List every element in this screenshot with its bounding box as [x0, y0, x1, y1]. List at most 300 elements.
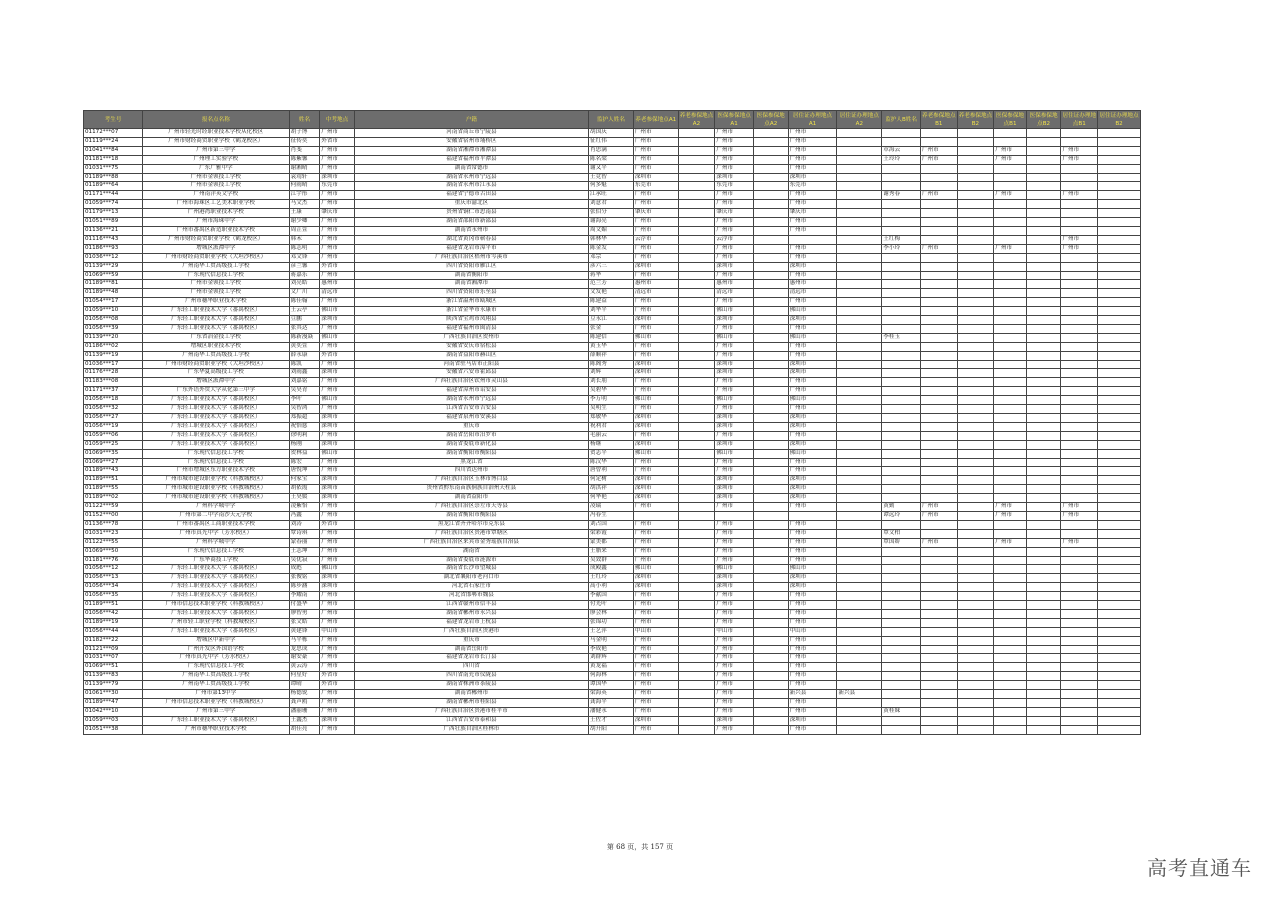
table-cell: 广东轻工职业技术大学（番禺校区） — [143, 440, 290, 449]
table-cell: 王佐才 — [589, 716, 634, 725]
table-cell: 广州市金领技工学校 — [143, 289, 290, 298]
table-cell — [957, 716, 994, 725]
table-cell — [1098, 324, 1141, 333]
table-cell: 广东轻工职业技术大学（番禺校区） — [143, 583, 290, 592]
table-cell: 湖南省永州市江永县 — [354, 182, 588, 191]
table-cell: 广州市番禺区新造职业技术学校 — [143, 226, 290, 235]
table-cell — [920, 173, 957, 182]
table-row — [84, 155, 1141, 164]
table-cell: 张其达 — [289, 324, 320, 333]
table-cell: 江西省吉安市泰和县 — [354, 716, 588, 725]
table-cell — [837, 218, 882, 227]
table-cell: 外省市 — [320, 672, 355, 681]
table-cell: 广州市 — [788, 645, 837, 654]
table-cell: 广州市 — [633, 164, 678, 173]
table-cell: 广州市 — [788, 636, 837, 645]
table-cell — [1061, 182, 1098, 191]
table-cell — [957, 476, 994, 485]
table-cell: 广东现代信息技工学校 — [143, 458, 290, 467]
table-row — [84, 137, 1141, 146]
table-cell: 贵州省黔东南苗族侗族自治州天柱县 — [354, 485, 588, 494]
table-row — [84, 244, 1141, 253]
table-cell: 广州市 — [715, 146, 754, 155]
table-cell — [1098, 707, 1141, 716]
table-cell — [957, 556, 994, 565]
table-cell — [1026, 307, 1061, 316]
table-cell: 广州市 — [920, 503, 957, 512]
table-cell: 广州港湾职业技术学校 — [143, 209, 290, 218]
table-cell: 广州市 — [1061, 155, 1098, 164]
table-cell — [837, 618, 882, 627]
table-cell: 黄云涛 — [289, 663, 320, 672]
column-header: 居住证办理地点A1 — [788, 111, 837, 129]
table-cell: 广州市 — [920, 538, 957, 547]
table-cell — [1061, 485, 1098, 494]
table-cell: 广州市 — [320, 218, 355, 227]
table-cell — [920, 547, 957, 556]
table-cell: 湖南省邵阳市新邵县 — [354, 218, 588, 227]
table-cell — [957, 485, 994, 494]
table-cell — [882, 271, 921, 280]
table-cell — [957, 645, 994, 654]
table-cell: 广州市金领技工学校 — [143, 173, 290, 182]
table-cell: 四川省资阳市乐至县 — [354, 289, 588, 298]
table-cell: 东莞市 — [633, 182, 678, 191]
table-cell — [882, 699, 921, 708]
table-cell — [1026, 529, 1061, 538]
table-cell — [1098, 449, 1141, 458]
table-cell — [920, 654, 957, 663]
table-cell: 马金明 — [589, 636, 634, 645]
table-cell: 文发艳 — [589, 289, 634, 298]
table-cell: 黄勤 — [882, 503, 921, 512]
table-cell — [1061, 271, 1098, 280]
table-row — [84, 449, 1141, 458]
table-cell: 广州市 — [320, 645, 355, 654]
table-cell — [957, 681, 994, 690]
table-cell — [837, 565, 882, 574]
table-cell: 湖南省郴州市永兴县 — [354, 609, 588, 618]
table-cell — [678, 440, 715, 449]
table-cell: 广州市 — [715, 253, 754, 262]
table-cell: 广州市 — [633, 253, 678, 262]
table-cell: 湖北省襄阳市老河口市 — [354, 574, 588, 583]
table-row — [84, 690, 1141, 699]
table-cell — [957, 200, 994, 209]
table-cell — [920, 627, 957, 636]
table-cell — [788, 235, 837, 244]
table-cell: 广州市 — [633, 307, 678, 316]
table-cell — [882, 378, 921, 387]
table-cell: 广州市 — [788, 520, 837, 529]
table-cell: 广州市 — [994, 191, 1027, 200]
table-cell: 01059***74 — [84, 200, 143, 209]
table-cell — [920, 601, 957, 610]
table-cell — [957, 663, 994, 672]
table-cell — [994, 699, 1027, 708]
table-cell — [994, 476, 1027, 485]
table-cell: 张金 — [589, 324, 634, 333]
table-cell — [753, 583, 788, 592]
table-cell — [1026, 155, 1061, 164]
table-cell: 广州市 — [715, 218, 754, 227]
table-cell: 黄龙福 — [589, 663, 634, 672]
table-cell — [957, 316, 994, 325]
table-cell — [1061, 440, 1098, 449]
table-cell — [678, 200, 715, 209]
table-cell — [882, 485, 921, 494]
table-cell: 郑振超 — [289, 414, 320, 423]
table-row — [84, 209, 1141, 218]
table-cell — [920, 200, 957, 209]
table-cell: 福建省宁德市古田县 — [354, 191, 588, 200]
table-cell: 湖南省常德市 — [354, 164, 588, 173]
table-cell — [753, 645, 788, 654]
table-cell: 广州市 — [320, 146, 355, 155]
table-cell — [882, 663, 921, 672]
table-cell — [678, 369, 715, 378]
table-cell: 广西壮族自治区贵港市覃塘区 — [354, 529, 588, 538]
table-cell — [753, 601, 788, 610]
table-cell: 广州市财经商贸职业学校（大坦沙校区） — [143, 360, 290, 369]
table-cell — [1098, 690, 1141, 699]
table-cell: 杨继 — [589, 440, 634, 449]
table-cell: 广东华夏高级技工学校 — [143, 369, 290, 378]
table-cell: 湖南省永州市 — [354, 226, 588, 235]
table-cell — [1098, 200, 1141, 209]
table-cell — [753, 449, 788, 458]
table-row — [84, 627, 1141, 636]
table-cell — [920, 458, 957, 467]
table-cell — [753, 218, 788, 227]
table-cell — [957, 129, 994, 138]
table-cell — [1098, 485, 1141, 494]
table-cell — [994, 378, 1027, 387]
table-cell — [1061, 405, 1098, 414]
table-cell — [994, 547, 1027, 556]
column-header: 考生号 — [84, 111, 143, 129]
table-row — [84, 289, 1141, 298]
table-cell — [753, 618, 788, 627]
table-cell — [994, 663, 1027, 672]
table-cell — [1098, 565, 1141, 574]
table-cell — [837, 458, 882, 467]
table-cell — [994, 707, 1027, 716]
table-cell — [882, 627, 921, 636]
table-cell: 深圳市 — [788, 422, 837, 431]
table-cell — [753, 387, 788, 396]
table-cell: 广州市真光中学（芳水校区） — [143, 654, 290, 663]
table-cell — [837, 155, 882, 164]
table-cell: 李成艳 — [589, 645, 634, 654]
table-cell — [753, 663, 788, 672]
table-cell: 陈金发 — [589, 244, 634, 253]
table-cell — [1098, 609, 1141, 618]
table-cell — [994, 672, 1027, 681]
table-cell — [1026, 716, 1061, 725]
table-cell — [882, 592, 921, 601]
table-row — [84, 663, 1141, 672]
table-row — [84, 431, 1141, 440]
table-cell — [1026, 538, 1061, 547]
table-cell: 谭晴 — [289, 681, 320, 690]
table-cell: 广州市 — [1061, 235, 1098, 244]
table-cell — [837, 583, 882, 592]
table-cell: 惠州市 — [320, 280, 355, 289]
table-cell: 广州市 — [994, 146, 1027, 155]
table-cell: 佛山市 — [320, 396, 355, 405]
table-cell: 广州市第三中学 — [143, 707, 290, 716]
table-cell — [882, 601, 921, 610]
table-cell: 广东现代信息技工学校 — [143, 547, 290, 556]
table-cell — [837, 627, 882, 636]
table-cell — [753, 405, 788, 414]
table-cell: 01056***12 — [84, 565, 143, 574]
table-cell: 广州市 — [994, 244, 1027, 253]
table-cell: 广州市 — [320, 467, 355, 476]
table-row — [84, 494, 1141, 503]
table-cell: 01069***27 — [84, 458, 143, 467]
table-cell: 陈新漫焱 — [289, 333, 320, 342]
table-cell — [1026, 627, 1061, 636]
table-cell: 广州市 — [320, 592, 355, 601]
table-cell: 肖斐 — [289, 146, 320, 155]
table-cell — [994, 137, 1027, 146]
table-cell — [678, 405, 715, 414]
table-cell — [994, 467, 1027, 476]
table-cell: 广州市 — [320, 654, 355, 663]
table-cell: 01036***12 — [84, 253, 143, 262]
table-cell: 广州市 — [633, 342, 678, 351]
table-cell — [1026, 244, 1061, 253]
table-cell — [837, 369, 882, 378]
table-cell: 广州开发区外国语学校 — [143, 645, 290, 654]
table-cell — [994, 414, 1027, 423]
table-cell: 唐悦坤 — [289, 467, 320, 476]
table-cell — [753, 707, 788, 716]
table-cell: 薛顺祥 — [589, 351, 634, 360]
table-cell: 东莞市 — [788, 182, 837, 191]
table-cell — [1061, 725, 1098, 734]
table-cell — [678, 244, 715, 253]
table-cell: 四川省达州市 — [354, 467, 588, 476]
table-cell: 广州市 — [320, 226, 355, 235]
table-cell — [837, 529, 882, 538]
table-cell — [1026, 378, 1061, 387]
table-cell: 湖南省长沙市望城县 — [354, 565, 588, 574]
table-cell: 深圳市 — [320, 583, 355, 592]
table-cell — [753, 494, 788, 503]
table-cell — [678, 414, 715, 423]
table-cell — [882, 494, 921, 503]
table-cell: 王康 — [289, 209, 320, 218]
table-cell — [678, 592, 715, 601]
table-cell — [957, 253, 994, 262]
table-cell: 01051***89 — [84, 218, 143, 227]
table-cell — [1026, 235, 1061, 244]
table-row — [84, 218, 1141, 227]
table-cell — [837, 333, 882, 342]
table-cell — [678, 636, 715, 645]
table-cell: 广东外语外贸大学从化第三中学 — [143, 387, 290, 396]
table-cell: 胡国庆 — [589, 129, 634, 138]
table-cell — [994, 440, 1027, 449]
table-cell — [678, 164, 715, 173]
table-row — [84, 654, 1141, 663]
table-cell: 广西壮族自治区钦州市灵山县 — [354, 378, 588, 387]
table-cell: 黑龙江省 — [354, 458, 588, 467]
table-cell — [882, 351, 921, 360]
table-cell — [753, 467, 788, 476]
table-row — [84, 699, 1141, 708]
table-cell: 刘亮皓 — [289, 280, 320, 289]
table-cell — [837, 396, 882, 405]
table-cell — [837, 289, 882, 298]
table-cell — [1026, 333, 1061, 342]
table-cell — [1098, 672, 1141, 681]
table-cell — [994, 592, 1027, 601]
table-cell: 广州市 — [320, 511, 355, 520]
table-cell: 胡升阳 — [589, 725, 634, 734]
table-cell — [1098, 663, 1141, 672]
table-cell: 吴昊青 — [289, 387, 320, 396]
table-cell: 广东轻工职业技术大学（番禺校区） — [143, 565, 290, 574]
table-cell: 深圳市 — [788, 369, 837, 378]
table-cell: 佛山市 — [320, 565, 355, 574]
table-cell — [882, 520, 921, 529]
column-header: 养老参保地点B1 — [921, 112, 956, 127]
table-cell: 广州市 — [320, 538, 355, 547]
table-cell — [753, 137, 788, 146]
table-cell — [1098, 235, 1141, 244]
table-cell: 广州市 — [633, 146, 678, 155]
table-cell: 01121***09 — [84, 645, 143, 654]
table-cell: 广东轻工职业技术大学（番禺校区） — [143, 324, 290, 333]
table-cell — [837, 209, 882, 218]
table-cell — [1061, 369, 1098, 378]
table-cell — [837, 146, 882, 155]
table-cell: 广州市 — [633, 725, 678, 734]
table-cell — [882, 137, 921, 146]
table-cell: 01031***23 — [84, 529, 143, 538]
table-cell — [753, 672, 788, 681]
table-cell: 增城区派潭中学 — [143, 244, 290, 253]
table-cell: 广州市轻工职业学校（科教城校区） — [143, 618, 290, 627]
table-cell — [1026, 396, 1061, 405]
table-cell — [957, 618, 994, 627]
table-cell — [1098, 547, 1141, 556]
table-cell: 深圳市 — [788, 583, 837, 592]
table-cell: 广东广雅中学 — [143, 164, 290, 173]
table-cell — [1026, 654, 1061, 663]
table-cell: 冯春生 — [589, 511, 634, 520]
table-cell: 王昊媛 — [289, 494, 320, 503]
table-cell — [753, 627, 788, 636]
table-cell: 谢秀春 — [882, 191, 921, 200]
table-cell: 广州市 — [633, 378, 678, 387]
table-cell: 广州市 — [320, 556, 355, 565]
table-cell — [837, 316, 882, 325]
table-cell — [957, 182, 994, 191]
table-cell — [920, 218, 957, 227]
table-cell: 广州南华工贸高级技工学校 — [143, 262, 290, 271]
table-cell: 外省市 — [320, 681, 355, 690]
table-cell: 河南省驻马店市正阳县 — [354, 360, 588, 369]
table-cell: 广东轻工职业技术大学（番禺校区） — [143, 716, 290, 725]
table-cell: 肇庆市 — [715, 209, 754, 218]
table-cell: 深圳市 — [633, 494, 678, 503]
table-cell: 广州市 — [633, 556, 678, 565]
table-cell: 01122***55 — [84, 538, 143, 547]
table-cell — [1026, 253, 1061, 262]
table-cell — [678, 458, 715, 467]
table-cell: 征传奕 — [289, 137, 320, 146]
table-cell: 01054***17 — [84, 298, 143, 307]
table-cell — [920, 235, 957, 244]
table-cell: 广州市 — [788, 298, 837, 307]
table-cell — [1026, 609, 1061, 618]
table-cell — [753, 333, 788, 342]
table-cell: 王玲玲 — [882, 155, 921, 164]
table-cell — [678, 235, 715, 244]
table-cell: 张伯分 — [589, 209, 634, 218]
table-cell: 广州市信息技术职业学校（科教城校区） — [143, 699, 290, 708]
table-cell — [753, 262, 788, 271]
table-cell: 广州市 — [715, 503, 754, 512]
table-cell: 01041***84 — [84, 146, 143, 155]
table-cell — [678, 511, 715, 520]
table-cell: 佛山市 — [320, 307, 355, 316]
table-cell: 刘涛 — [289, 520, 320, 529]
table-cell — [957, 574, 994, 583]
table-cell: 深圳市 — [788, 173, 837, 182]
table-row — [84, 200, 1141, 209]
table-cell — [994, 129, 1027, 138]
table-cell — [957, 414, 994, 423]
table-row — [84, 601, 1141, 610]
table-cell — [1098, 280, 1141, 289]
table-cell: 广州市 — [633, 191, 678, 200]
table-cell: 广州南洋英文学校 — [143, 191, 290, 200]
table-cell — [837, 520, 882, 529]
table-cell: 广州市 — [320, 235, 355, 244]
table-cell: 广州市 — [920, 244, 957, 253]
table-cell — [678, 262, 715, 271]
table-cell: 深圳市 — [320, 716, 355, 725]
table-cell: 深圳市 — [715, 476, 754, 485]
table-cell: 01189***51 — [84, 476, 143, 485]
table-cell: 广东轻工职业技术大学（番禺校区） — [143, 609, 290, 618]
table-cell — [1026, 663, 1061, 672]
table-cell: 广州市 — [320, 529, 355, 538]
table-cell — [678, 271, 715, 280]
table-cell — [753, 458, 788, 467]
table-cell — [994, 422, 1027, 431]
table-cell: 李叶 — [289, 396, 320, 405]
table-cell — [837, 636, 882, 645]
table-cell — [1061, 200, 1098, 209]
table-cell: 01181***18 — [84, 155, 143, 164]
table-cell — [1026, 725, 1061, 734]
table-cell: 张俊铭 — [289, 574, 320, 583]
table-cell — [1098, 191, 1141, 200]
table-cell — [957, 707, 994, 716]
table-cell: 广州市 — [788, 200, 837, 209]
table-row — [84, 280, 1141, 289]
table-cell: 广州市海珠区工艺美术职业学校 — [143, 200, 290, 209]
table-row — [84, 547, 1141, 556]
table-cell: 龚声鸥 — [289, 699, 320, 708]
